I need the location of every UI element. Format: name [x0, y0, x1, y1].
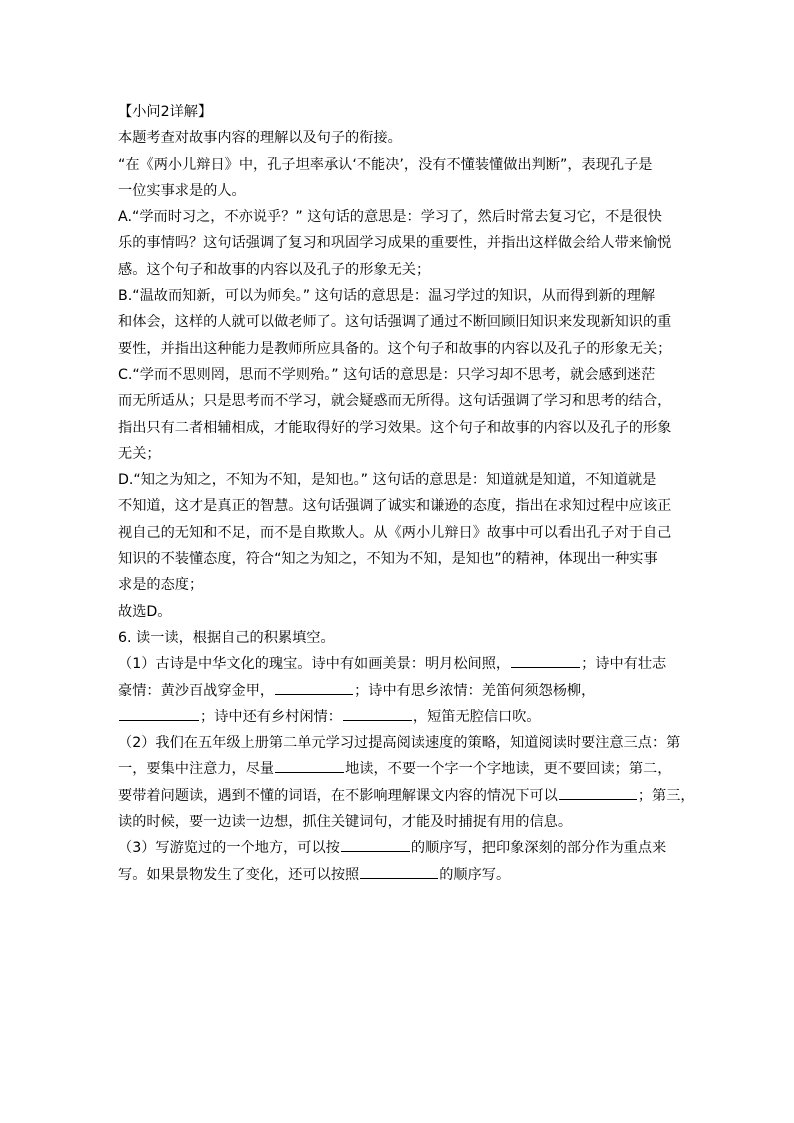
q3-line-1: （3）写游览过的一个地方，可以按 的顺序写，把印象深刻的部分作为重点来: [118, 835, 678, 861]
q2-line-1: （2）我们在五年级上册第二单元学习过提高阅读速度的策略，知道阅读时要注意三点：第: [118, 735, 681, 752]
text-line: 知识的不装懂态度，符合“知之为知之，不知为不知，是知也”的精神，体现出一种实事: [118, 551, 658, 568]
q2-line-2: 一，要集中注意力，尽量 地读，不要一个字一个字地读，更不要回读；第二，: [118, 756, 678, 782]
text-line: 和体会，这样的人就可以做老师了。这句话强调了通过不断回顾旧知识来发现新知识的重: [118, 314, 672, 331]
q3-line-2: 写。如果景物发生了变化，还可以按照 的顺序写。: [118, 862, 678, 888]
fill-blank[interactable]: [275, 758, 344, 773]
text-line: 要性，并指出这种能力是教师所应具备的。这个句子和故事的内容以及孔子的形象无关；: [118, 340, 672, 357]
document-body: [118, 99, 695, 888]
fill-blank[interactable]: [341, 837, 410, 852]
text-line: 乐的事情吗？这句话强调了复习和巩固学习成果的重要性，并指出这样做会给人带来愉悦: [118, 235, 672, 252]
text-line: 一位实事求是的人。: [118, 182, 246, 199]
fill-blank[interactable]: [275, 680, 353, 695]
q1-line-1: （1）古诗是中华文化的瑰宝。诗中有如画美景：明月松间照， ；诗中有壮志: [118, 651, 678, 677]
text-line: 感。这个句子和故事的内容以及孔子的形象无关；: [118, 261, 431, 278]
text-line: D.“知之为知之，不知为不知，是知也。” 这句话的意思是：知道就是知道，不知道就是: [118, 472, 657, 489]
text-line: 无关；: [118, 445, 161, 462]
q1-line-3: ；诗中还有乡村闲情： ，短笛无腔信口吹。: [118, 704, 678, 730]
fill-blank[interactable]: [559, 785, 637, 800]
text-line: “在《两小儿辩日》中，孔子坦率承认‘不能决’，没有不懂装懂做出判断”，表现孔子是: [118, 156, 653, 173]
q1-line-2: 豪情：黄沙百战穿金甲， ；诗中有思乡浓情：羌笛何须怨杨柳，: [118, 678, 678, 704]
text-line: A.“学而时习之，不亦说乎？” 这句话的意思是：学习了，然后时常去复习它，不是很快: [118, 209, 662, 226]
text-line: 视自己的无知和不足，而不是自欺欺人。从《两小儿辩日》故事中可以看出孔子对于自己: [118, 524, 672, 541]
text-line: B.“温故而知新，可以为师矣。” 这句话的意思是：温习学过的知识，从而得到新的理解: [118, 288, 656, 305]
question-heading: 6. 读一读，根据自己的积累填空。: [118, 629, 335, 646]
text-line: C.“学而不思则罔，思而不学则殆。” 这句话的意思是：只学习却不思考，就会感到迷茫: [118, 366, 656, 383]
text-line: 指出只有二者相辅相成，才能取得好的学习效果。这个句子和故事的内容以及孔子的形象: [118, 419, 672, 436]
section-heading: 【小问2详解】: [118, 104, 213, 120]
text-line: 本题考查对故事内容的理解以及句子的衔接。: [118, 130, 402, 147]
fill-blank[interactable]: [119, 706, 199, 721]
q2-line-4: 读的时候，要一边读一边想，抓住关键词句，才能及时捕捉有用的信息。: [118, 814, 573, 831]
text-line: 故选D。: [118, 603, 172, 620]
q2-line-3: 要带着问题读，遇到不懂的词语，在不影响理解课文内容的情况下可以 ；第三，: [118, 783, 678, 809]
fill-blank[interactable]: [343, 706, 412, 721]
text-line: 求是的态度；: [118, 577, 204, 594]
fill-blank[interactable]: [360, 864, 438, 879]
fill-blank[interactable]: [511, 653, 580, 668]
text-line: 不知道，这才是真正的智慧。这句话强调了诚实和谦逊的态度，指出在求知过程中应该正: [118, 498, 672, 515]
text-line: 而无所适从；只是思考而不学习，就会疑惑而无所得。这句话强调了学习和思考的结合，: [118, 393, 672, 410]
